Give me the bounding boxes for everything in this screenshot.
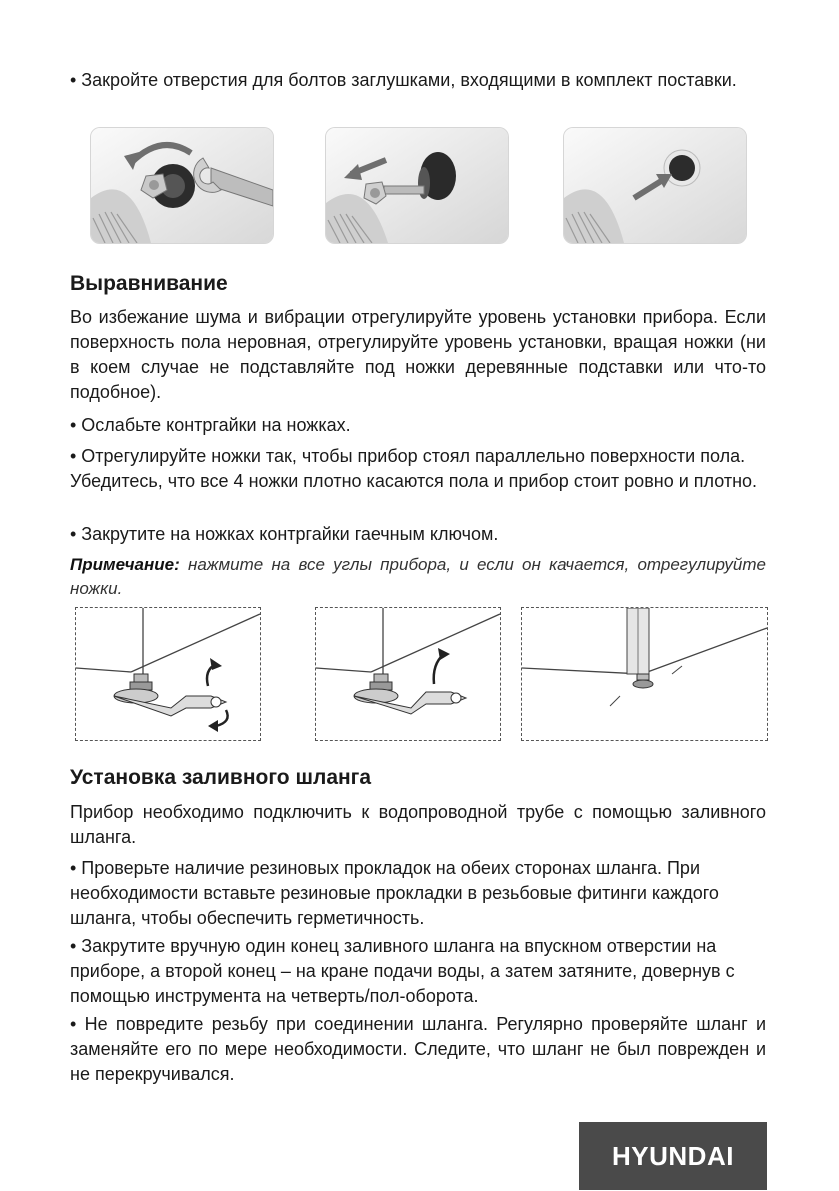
photo-hole-plug [563,127,747,244]
hose-bullet-3: • Не повредите резьбу при соединении шланга. Регулярно проверяйте шланг и заменяйте его по мере необходимости. Следите, что шланг не был поврежден и не перекручивался. [70,1014,766,1084]
note-label: Примечание: [70,555,180,574]
diagram-level-fridge [521,607,768,741]
leveling-bullet-2: • Отрегулируйте ножки так, чтобы прибор стоял параллельно поверхности пола. Убедитесь, что все 4 ножки плотно касаются пола и прибор стоит ровно и плотно. [70,446,758,491]
leveling-note [70,553,766,601]
hose-bullet-1: • Проверьте наличие резиновых прокладок на обеих сторонах шланга. При необходимости вставьте резиновые прокладки в резьбовые фитинги каждого шланга, чтобы обеспечить герметичность. [70,858,719,928]
diagram-loosen-locknut [75,607,261,741]
leveling-paragraph: Во избежание шума и вибрации отрегулируйте уровень установки прибора. Если поверхность пола неровная, отрегулируйте уровень установки, вращая ножки (ни в коем случае не подставляйте под ножки деревянные подставки или что-то подобное). [70,307,766,402]
hose-heading: Установка заливного шланга [70,766,372,789]
photo-bolt-extracted [325,127,509,244]
hose-bullet-2: • Закрутите вручную один конец заливного шланга на впускном отверстии на приборе, а второй конец – на кране подачи воды, а затем затяните, довернув с помощью инструмента на четверть/пол-оборота. [70,936,735,1006]
hose-paragraph: Прибор необходимо подключить к водопроводной трубе с помощью заливного шланга. [70,802,766,847]
leveling-bullet-3: • Закрутите на ножках контргайки гаечным ключом. [70,524,499,544]
hyundai-logo: HYUNDAI [579,1122,767,1190]
photo-remove-bolt [90,127,274,244]
leveling-heading: Выравнивание [70,272,228,295]
intro-text: • Закройте отверстия для болтов заглушками, входящими в комплект поставки. [70,70,737,90]
diagram-adjust-feet [315,607,501,741]
note-text: нажмите на все углы прибора, и если он качается, отрегулируйте ножки. [70,555,766,598]
leveling-bullet-1: • Ослабьте контргайки на ножках. [70,415,351,435]
